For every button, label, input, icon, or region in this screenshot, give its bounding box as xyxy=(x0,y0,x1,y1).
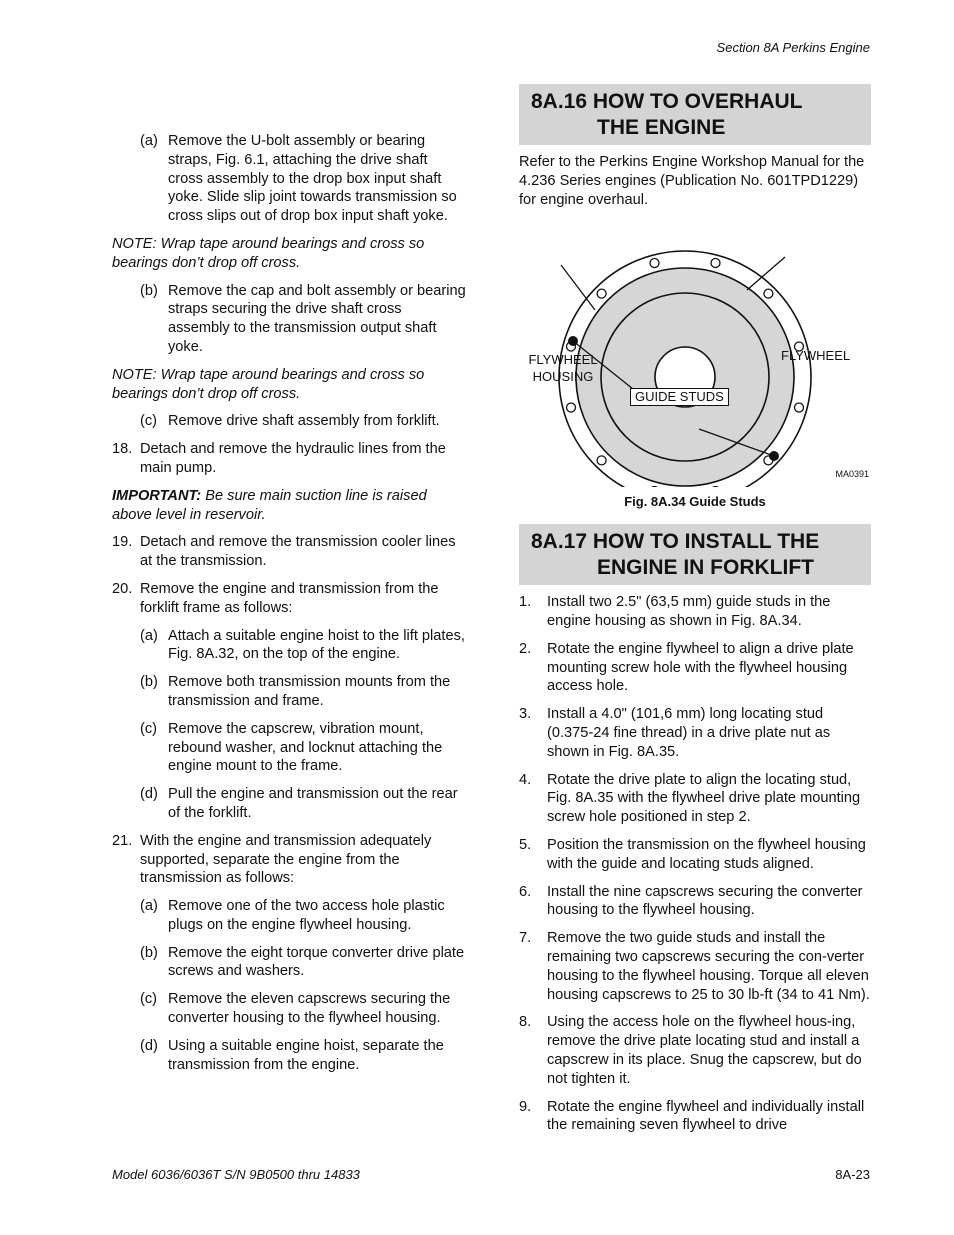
right-column xyxy=(519,84,871,1144)
step-number: 1. xyxy=(519,594,532,611)
step-item xyxy=(519,1013,871,1088)
item-label: 19. xyxy=(112,534,133,551)
list-item xyxy=(140,132,466,226)
item-label: (d) xyxy=(140,786,158,803)
page-header: Section 8A Perkins Engine xyxy=(716,40,870,55)
section-title-line2: THE ENGINE xyxy=(597,116,726,139)
item-label: 20. xyxy=(112,580,133,597)
section-heading-8a17 xyxy=(519,524,871,585)
important-text: Be sure main suction line is raised above level in reservoir. xyxy=(112,487,427,523)
item-label: (c) xyxy=(140,991,158,1008)
step-text: Rotate the engine flywheel to align a drive plate mounting screw hole with the flywheel housing access hole. xyxy=(547,640,854,695)
bolt-hole xyxy=(567,403,576,412)
step-number: 2. xyxy=(519,640,532,657)
label-housing-line2: HOUSING xyxy=(532,369,594,385)
item-text: Remove one of the two access hole plastic plugs on the engine flywheel housing. xyxy=(168,898,445,933)
step-item xyxy=(519,883,871,921)
important-note xyxy=(112,487,466,525)
step-item xyxy=(519,705,871,761)
item-label: (b) xyxy=(140,674,158,691)
bolt-hole xyxy=(597,289,606,298)
step-text: Install two 2.5" (63,5 mm) guide studs in the engine housing as shown in Fig. 8A.34. xyxy=(547,594,831,629)
list-item xyxy=(140,897,466,935)
item-text: Detach and remove the hydraulic lines from the main pump. xyxy=(140,441,446,476)
step-number: 3. xyxy=(519,706,532,723)
step-text: Install the nine capscrews securing the converter housing to the flywheel housing. xyxy=(547,883,863,919)
step-item xyxy=(519,1098,871,1136)
list-item xyxy=(112,533,466,571)
step-item xyxy=(519,836,871,874)
bolt-hole xyxy=(711,259,720,268)
bolt-hole xyxy=(795,403,804,412)
item-label: (d) xyxy=(140,1037,158,1054)
item-label: (b) xyxy=(140,282,158,299)
footer-model: Model 6036/6036T S/N 9B0500 thru 14833 xyxy=(112,1167,360,1182)
step-number: 9. xyxy=(519,1098,532,1115)
bolt-hole xyxy=(597,456,606,465)
item-label: (c) xyxy=(140,720,158,737)
step-item xyxy=(519,640,871,696)
figure-code: MA0391 xyxy=(835,469,869,480)
item-text: Remove the eight torque converter drive plate screws and washers. xyxy=(168,944,465,980)
item-text: Remove the cap and bolt assembly or bearing straps securing the drive shaft cross assembly to the transmission output shaft yoke. xyxy=(168,282,466,355)
item-label: (b) xyxy=(140,944,158,961)
section-title-line2: ENGINE IN FORKLIFT xyxy=(597,556,814,580)
step-text: Install a 4.0" (101,6 mm) long locating stud (0.375-24 fine thread) in a drive plate nut as shown in Fig. 8A.35. xyxy=(547,706,831,760)
list-item xyxy=(140,673,466,711)
label-guide-studs: GUIDE STUDS xyxy=(630,388,729,406)
figure-caption: Fig. 8A.34 Guide Studs xyxy=(624,494,766,510)
step-number: 7. xyxy=(519,930,532,947)
page-number: 8A-23 xyxy=(835,1167,870,1182)
item-text: Remove drive shaft assembly from forklift. xyxy=(168,413,440,430)
list-item xyxy=(140,1037,466,1075)
list-item xyxy=(140,412,466,431)
label-flywheel-housing xyxy=(521,351,605,385)
item-text: Pull the engine and transmission out the rear of the forklift. xyxy=(168,786,458,821)
item-text: Remove the U-bolt assembly or bearing straps, Fig. 6.1, attaching the drive shaft cross assembly to the drop box input shaft yoke. Slide slip joint towards transmission so cross slips out of drop box input shaft yoke. xyxy=(168,133,457,225)
label-flywheel: FLYWHEEL xyxy=(781,348,851,364)
important-label: IMPORTANT: xyxy=(112,487,202,504)
section-paragraph: Refer to the Perkins Engine Workshop Manual for the 4.236 Series engines (Publication No. 601TPD1229) for engine overhaul. xyxy=(519,154,865,208)
step-text: Position the transmission on the flywheel housing with the guide and locating studs aligned. xyxy=(547,836,866,872)
section-number: 8A.17 xyxy=(531,530,588,554)
list-item xyxy=(140,990,466,1028)
step-number: 6. xyxy=(519,883,532,900)
list-item xyxy=(140,627,466,665)
step-number: 5. xyxy=(519,836,532,853)
section-heading-8a16 xyxy=(519,84,871,145)
step-text: Using the access hole on the flywheel hous-ing, remove the drive plate locating stud and install a capscrew in its place. Snug the capscrew, but do not tighten it. xyxy=(547,1014,862,1087)
item-text: Remove the eleven capscrews securing the converter housing to the flywheel housing. xyxy=(168,991,451,1027)
section-title-line1: HOW TO INSTALL THE xyxy=(592,530,820,554)
item-text: Attach a suitable engine hoist to the lift plates, Fig. 8A.32, on the top of the engine. xyxy=(168,627,465,663)
list-item xyxy=(112,580,466,618)
list-item xyxy=(140,785,466,823)
step-item xyxy=(519,929,871,1004)
left-column xyxy=(112,132,466,1083)
step-item xyxy=(519,593,871,631)
label-housing-line1: FLYWHEEL xyxy=(528,352,598,368)
list-item xyxy=(140,944,466,982)
note: NOTE: Wrap tape around bearings and cross so bearings don’t drop off cross. xyxy=(112,235,425,271)
note: NOTE: Wrap tape around bearings and cross so bearings don’t drop off cross. xyxy=(112,366,425,402)
item-label: (a) xyxy=(140,898,158,915)
section-number: 8A.16 xyxy=(531,90,588,113)
list-item xyxy=(112,440,466,478)
item-label: (c) xyxy=(140,413,158,430)
item-text: Remove both transmission mounts from the transmission and frame. xyxy=(168,674,451,709)
step-text: Rotate the drive plate to align the locating stud, Fig. 8A.35 with the flywheel drive plate mounting screw hole positioned in step 2. xyxy=(547,771,861,826)
step-item xyxy=(519,771,871,827)
figure-guide-studs xyxy=(519,217,871,487)
item-text: Remove the engine and transmission from the forklift frame as follows: xyxy=(140,580,439,616)
list-item xyxy=(140,282,466,357)
list-item xyxy=(140,720,466,776)
item-label: (a) xyxy=(140,627,158,644)
item-label: 18. xyxy=(112,441,133,458)
item-label: (a) xyxy=(140,133,158,149)
item-text: Using a suitable engine hoist, separate the transmission from the engine. xyxy=(168,1037,444,1073)
item-label: 21. xyxy=(112,832,133,849)
bolt-hole xyxy=(764,289,773,298)
list-item xyxy=(112,832,466,888)
step-number: 4. xyxy=(519,771,532,788)
section-title-line1: HOW TO OVERHAUL xyxy=(592,90,803,113)
step-text: Rotate the engine flywheel and individually install the remaining seven flywheel to drive xyxy=(547,1098,865,1134)
item-text: Detach and remove the transmission cooler lines at the transmission. xyxy=(140,534,456,570)
step-number: 8. xyxy=(519,1014,532,1031)
bolt-hole xyxy=(650,259,659,268)
steps-list xyxy=(519,593,871,1135)
leader-housing xyxy=(561,265,595,310)
step-text: Remove the two guide studs and install the remaining two capscrews securing the con-verter housing to the flywheel housing. Torque all eleven housing capscrews to 25 to 30 lb-ft (34 to 41 Nm). xyxy=(547,930,870,1003)
item-text: With the engine and transmission adequately supported, separate the engine from the transmission as follows: xyxy=(140,832,432,887)
item-text: Remove the capscrew, vibration mount, rebound washer, and locknut attaching the engine mount to the frame. xyxy=(168,720,443,775)
